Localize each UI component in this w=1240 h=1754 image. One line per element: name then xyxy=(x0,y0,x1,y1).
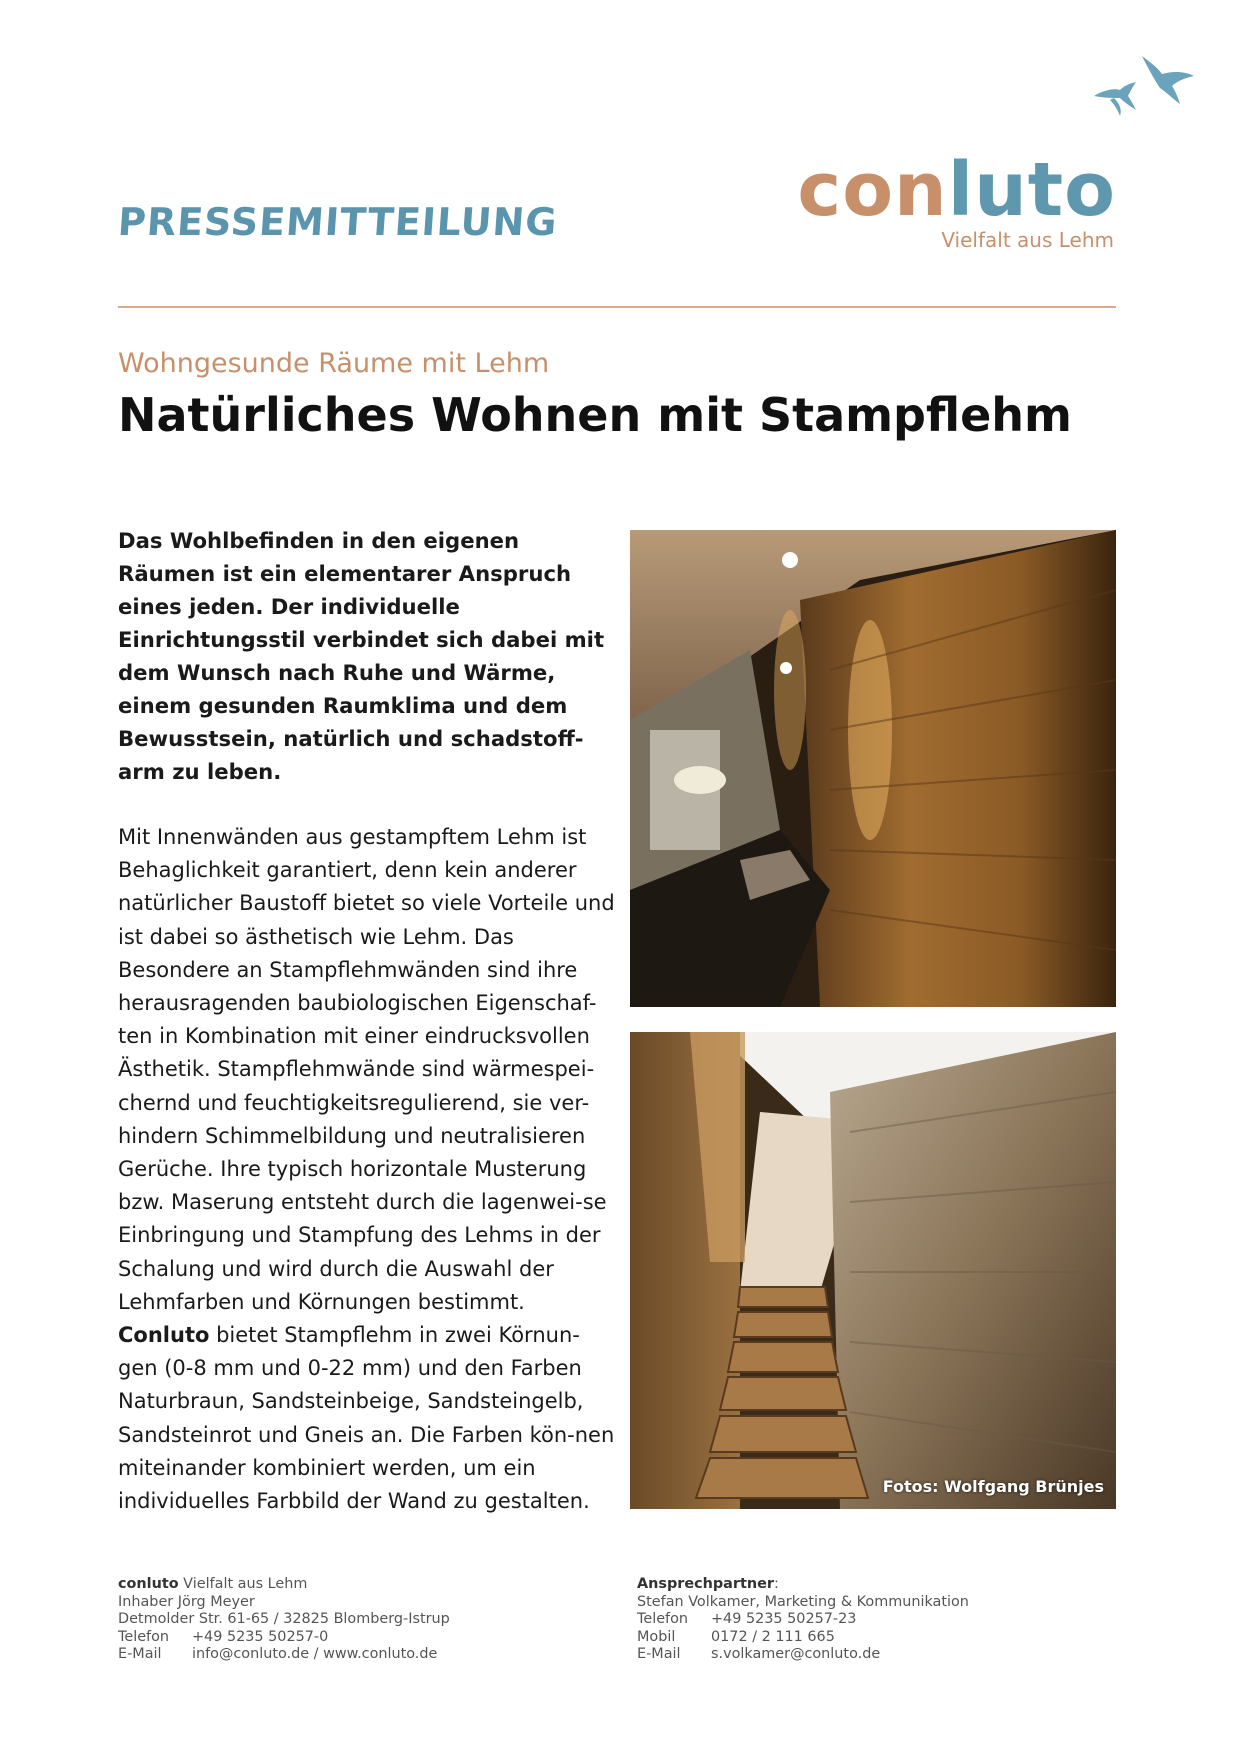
footer-contact-email-label: E-Mail xyxy=(637,1646,681,1662)
brand-logo xyxy=(797,147,1116,252)
footer-contact-phone-label: Telefon xyxy=(637,1611,689,1627)
footer-owner: Inhaber Jörg Meyer xyxy=(118,1593,255,1610)
footer-phone-row xyxy=(118,1629,450,1647)
footer-address: Detmolder Str. 61-65 / 32825 Blomberg-Istrup xyxy=(118,1611,450,1627)
footer-email-row xyxy=(118,1646,450,1664)
photo-staircase-wall xyxy=(630,1032,1116,1509)
footer-contact-mobile-row xyxy=(637,1629,969,1647)
body-part-1: Mit Innenwänden aus gestampftem Lehm ist Behaglichkeit garantiert, denn kein anderer natürlicher Baustoff bietet so viele Vorteile und ist dabei so ästhetisch wie Lehm. Das Besondere an Stampflehmwänden sind ihre herausragenden baubiologischen Eigenschaf-ten in Kombination mit einer eindrucksvollen Ästhetik. Stampflehmwände sind wärmespei-chernd und feuchtigkeitsregulierend, sie ver-hindern Schimmelbildung und neutralisieren Gerüche. Ihre typisch horizontale Musterung bzw. Maserung entsteht durch die lagenwei-se Einbringung und Stampfung des Lehms in der Schalung und wird durch die Auswahl der Lehmfarben und Körnungen bestimmt. xyxy=(118,825,615,1314)
footer-contact-title xyxy=(637,1576,969,1594)
footer-phone-label: Telefon xyxy=(118,1628,170,1645)
header-divider xyxy=(118,306,1116,308)
footer-company xyxy=(118,1576,450,1594)
footer-company-info xyxy=(118,1576,450,1664)
footer-contact-email-row xyxy=(637,1646,969,1664)
logo-wordmark xyxy=(797,147,1116,233)
body-part-2: bietet Stampflehm in zwei Körnun-gen (0-8 mm und 0-22 mm) und den Farben Naturbraun, Sandsteinbeige, Sandsteingelb, Sandsteinrot und Gneis an. Die Farben kön-nen miteinander kombiniert werden, um ein individuelles Farbbild der Wand zu gestalten. xyxy=(118,1323,615,1514)
article-kicker: Wohngesunde Räume mit Lehm xyxy=(118,348,550,379)
footer-contact-phone: +49 5235 50257-23 xyxy=(711,1611,857,1627)
footer-company-name: conluto xyxy=(118,1576,179,1592)
footer-contact-name: Stefan Volkamer, Marketing & Kommunikation xyxy=(637,1593,969,1610)
footer-contact-phone-row xyxy=(637,1611,969,1629)
footer-contact-mobile-label: Mobil xyxy=(637,1628,676,1645)
swallows-icon xyxy=(1090,52,1200,122)
footer-phone: +49 5235 50257-0 xyxy=(192,1628,329,1645)
logo-part-con: con xyxy=(797,147,948,233)
footer-email[interactable]: info@conluto.de / www.conluto.de xyxy=(192,1646,438,1662)
article-text-column xyxy=(118,524,618,1518)
footer-contact-title-colon: : xyxy=(773,1576,779,1592)
article-lead: Das Wohlbefinden in den eigenen Räumen ist ein elementarer Anspruch eines jeden. Der individuelle Einrichtungsstil verbindet sich dabei mit dem Wunsch nach Ruhe und Wärme, einem gesunden Raumklima und dem Bewusstsein, natürlich und schadstoff-arm zu leben. xyxy=(118,528,605,784)
brand-name: Conluto xyxy=(118,1323,210,1348)
footer-contact-email[interactable]: s.volkamer@conluto.de xyxy=(711,1646,881,1662)
footer-company-tagline: Vielfalt aus Lehm xyxy=(178,1576,308,1592)
footer-contact-title-text: Ansprechpartner xyxy=(637,1576,774,1592)
photo-credit: Fotos: Wolfgang Brünjes xyxy=(882,1477,1104,1496)
logo-tagline: Vielfalt aus Lehm xyxy=(941,228,1114,252)
footer-contact-person xyxy=(637,1576,969,1664)
photo-living-room-wall xyxy=(630,530,1116,1007)
article-body xyxy=(118,821,618,1518)
footer-contact-mobile: 0172 / 2 111 665 xyxy=(711,1628,835,1645)
footer-email-label: E-Mail xyxy=(118,1646,162,1662)
logo-part-luto: luto xyxy=(947,147,1116,233)
article-headline: Natürliches Wohnen mit Stampflehm xyxy=(118,388,1072,442)
press-release-label: PRESSEMITTEILUNG xyxy=(116,200,560,244)
